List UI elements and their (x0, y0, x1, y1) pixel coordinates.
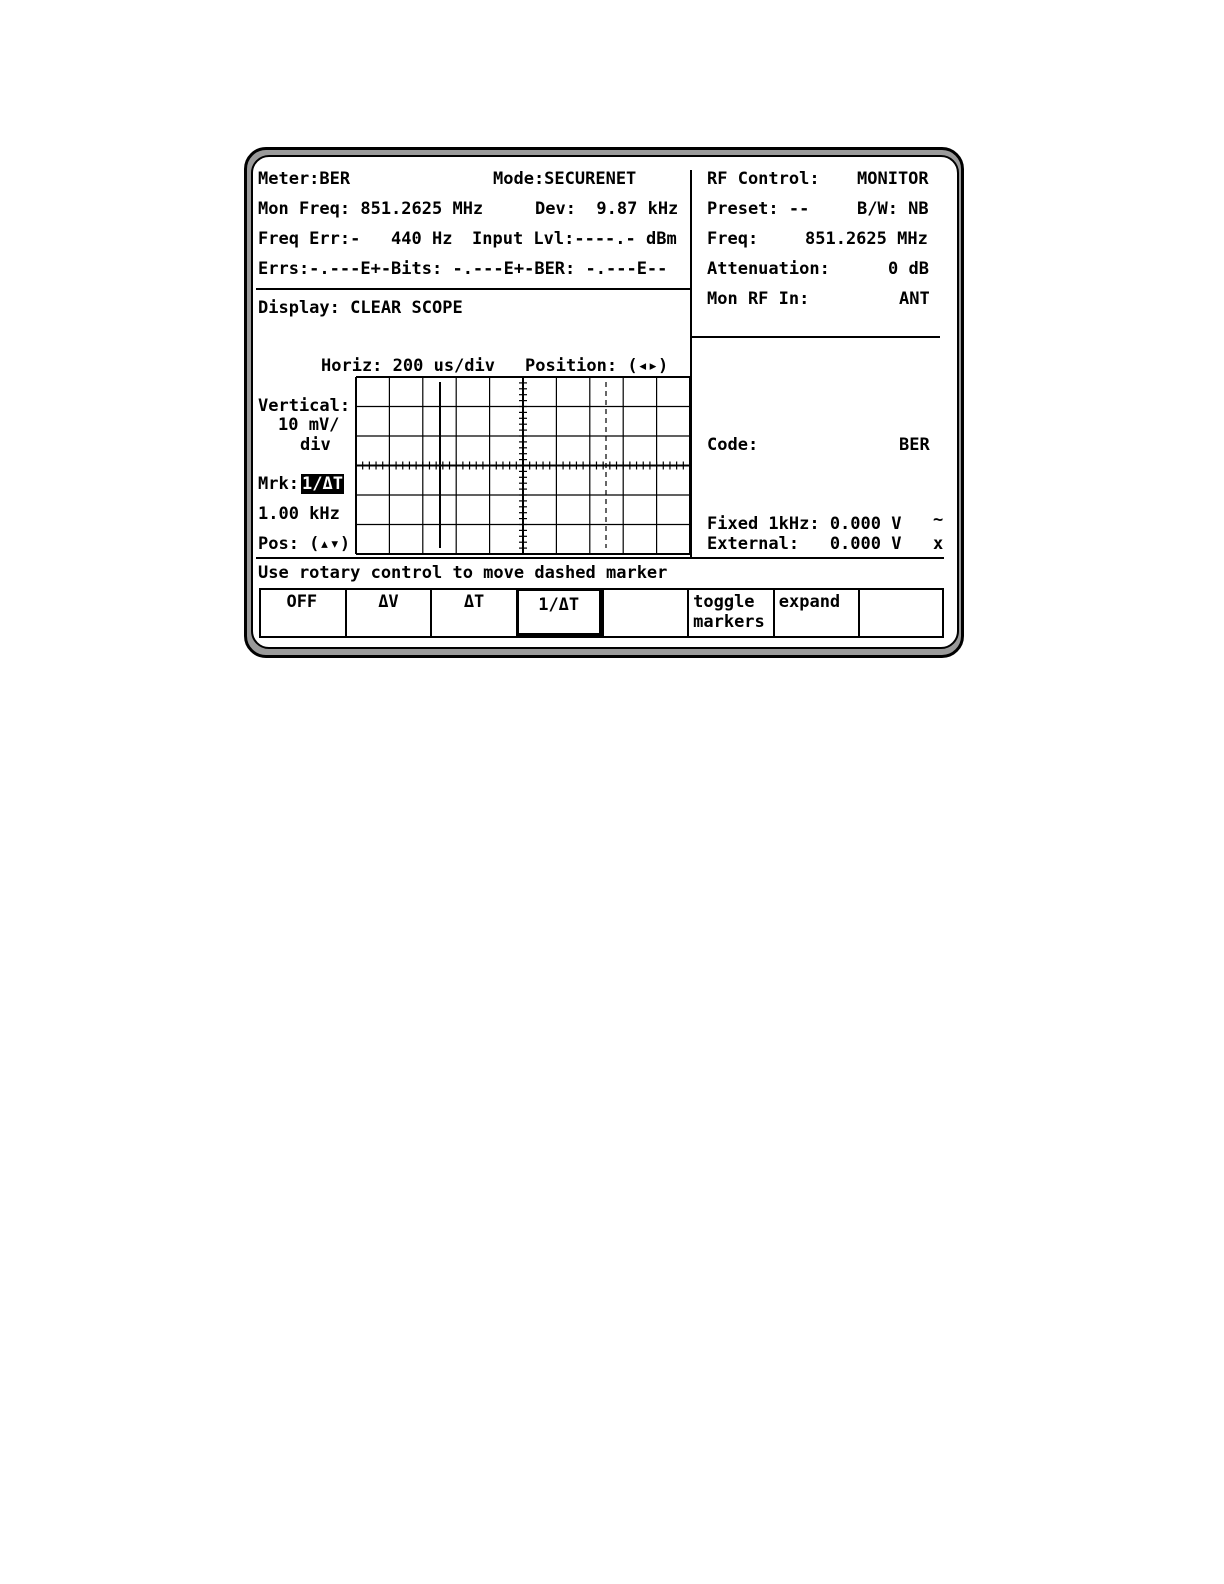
softkey-3[interactable] (430, 588, 516, 636)
freq-value[interactable]: 851.2625 MHz (805, 229, 928, 249)
softkey-2[interactable] (345, 588, 431, 636)
softkey-label: ΔT (463, 592, 485, 612)
status-line: Use rotary control to move dashed marker (258, 563, 668, 583)
attenuation-value[interactable]: 0 dB (888, 259, 929, 279)
vertical-scale: 10 mV/ (278, 415, 340, 435)
mon-rf-in-label: Mon RF In: (707, 289, 810, 309)
input-level: Input Lvl:----.- dBm (472, 229, 677, 249)
right-panel-divider (692, 336, 940, 338)
marker-mode[interactable]: 1/ΔT (302, 474, 343, 494)
display-mode[interactable]: Display: CLEAR SCOPE (258, 298, 463, 318)
softkey-label: ΔV (378, 592, 399, 612)
meter-label: Meter:BER (258, 169, 351, 189)
freq-error: Freq Err:- 440 Hz (258, 229, 453, 249)
code-label: Code: (707, 435, 759, 455)
bandwidth[interactable]: B/W: NB (857, 199, 929, 219)
center-ticks (356, 377, 690, 554)
freq-label: Freq: (707, 229, 759, 249)
deviation: Dev: 9.87 kHz (535, 199, 679, 219)
softkey-label: toggle markers (693, 592, 765, 632)
header-divider (256, 288, 690, 290)
softkey-7[interactable] (773, 588, 859, 636)
attenuation-label: Attenuation: (707, 259, 830, 279)
fixed-symbol: ~ (933, 510, 944, 530)
softkey-4[interactable] (516, 588, 602, 636)
pos-control[interactable]: Pos: (▴▾) (258, 534, 351, 554)
rf-control-value[interactable]: MONITOR (857, 169, 929, 189)
softkey-8[interactable] (858, 588, 944, 636)
code-value[interactable]: BER (899, 435, 930, 455)
vertical-unit: div (300, 435, 331, 455)
external-symbol: x (933, 534, 944, 554)
position-control[interactable]: Position: (◂▸) (525, 356, 669, 376)
preset[interactable]: Preset: -- (707, 199, 810, 219)
softkey-1[interactable] (259, 588, 345, 636)
mon-rf-in-value[interactable]: ANT (899, 289, 930, 309)
softkey-label: expand (778, 592, 841, 612)
mode-label: Mode:SECURENET (493, 169, 637, 189)
external-level[interactable]: External: 0.000 V (707, 534, 902, 554)
scope-graticule (355, 376, 691, 555)
horiz-scale: Horiz: 200 us/div (321, 356, 495, 376)
softkey-label: OFF (286, 592, 318, 612)
marker-label: Mrk: (258, 474, 299, 494)
mon-freq: Mon Freq: 851.2625 MHz (258, 199, 484, 219)
marker-reading: 1.00 kHz (258, 504, 340, 524)
errs-bits-ber: Errs:-.---E+-Bits: -.---E+-BER: -.---E-- (258, 259, 668, 279)
fixed-1khz[interactable]: Fixed 1kHz: 0.000 V (707, 514, 902, 534)
softkey-5[interactable] (602, 588, 688, 636)
rf-control-label: RF Control: (707, 169, 820, 189)
status-divider (256, 557, 944, 559)
vertical-label: Vertical: (258, 396, 351, 416)
softkey-6[interactable] (687, 588, 773, 636)
softkey-label: 1/ΔT (538, 595, 580, 615)
